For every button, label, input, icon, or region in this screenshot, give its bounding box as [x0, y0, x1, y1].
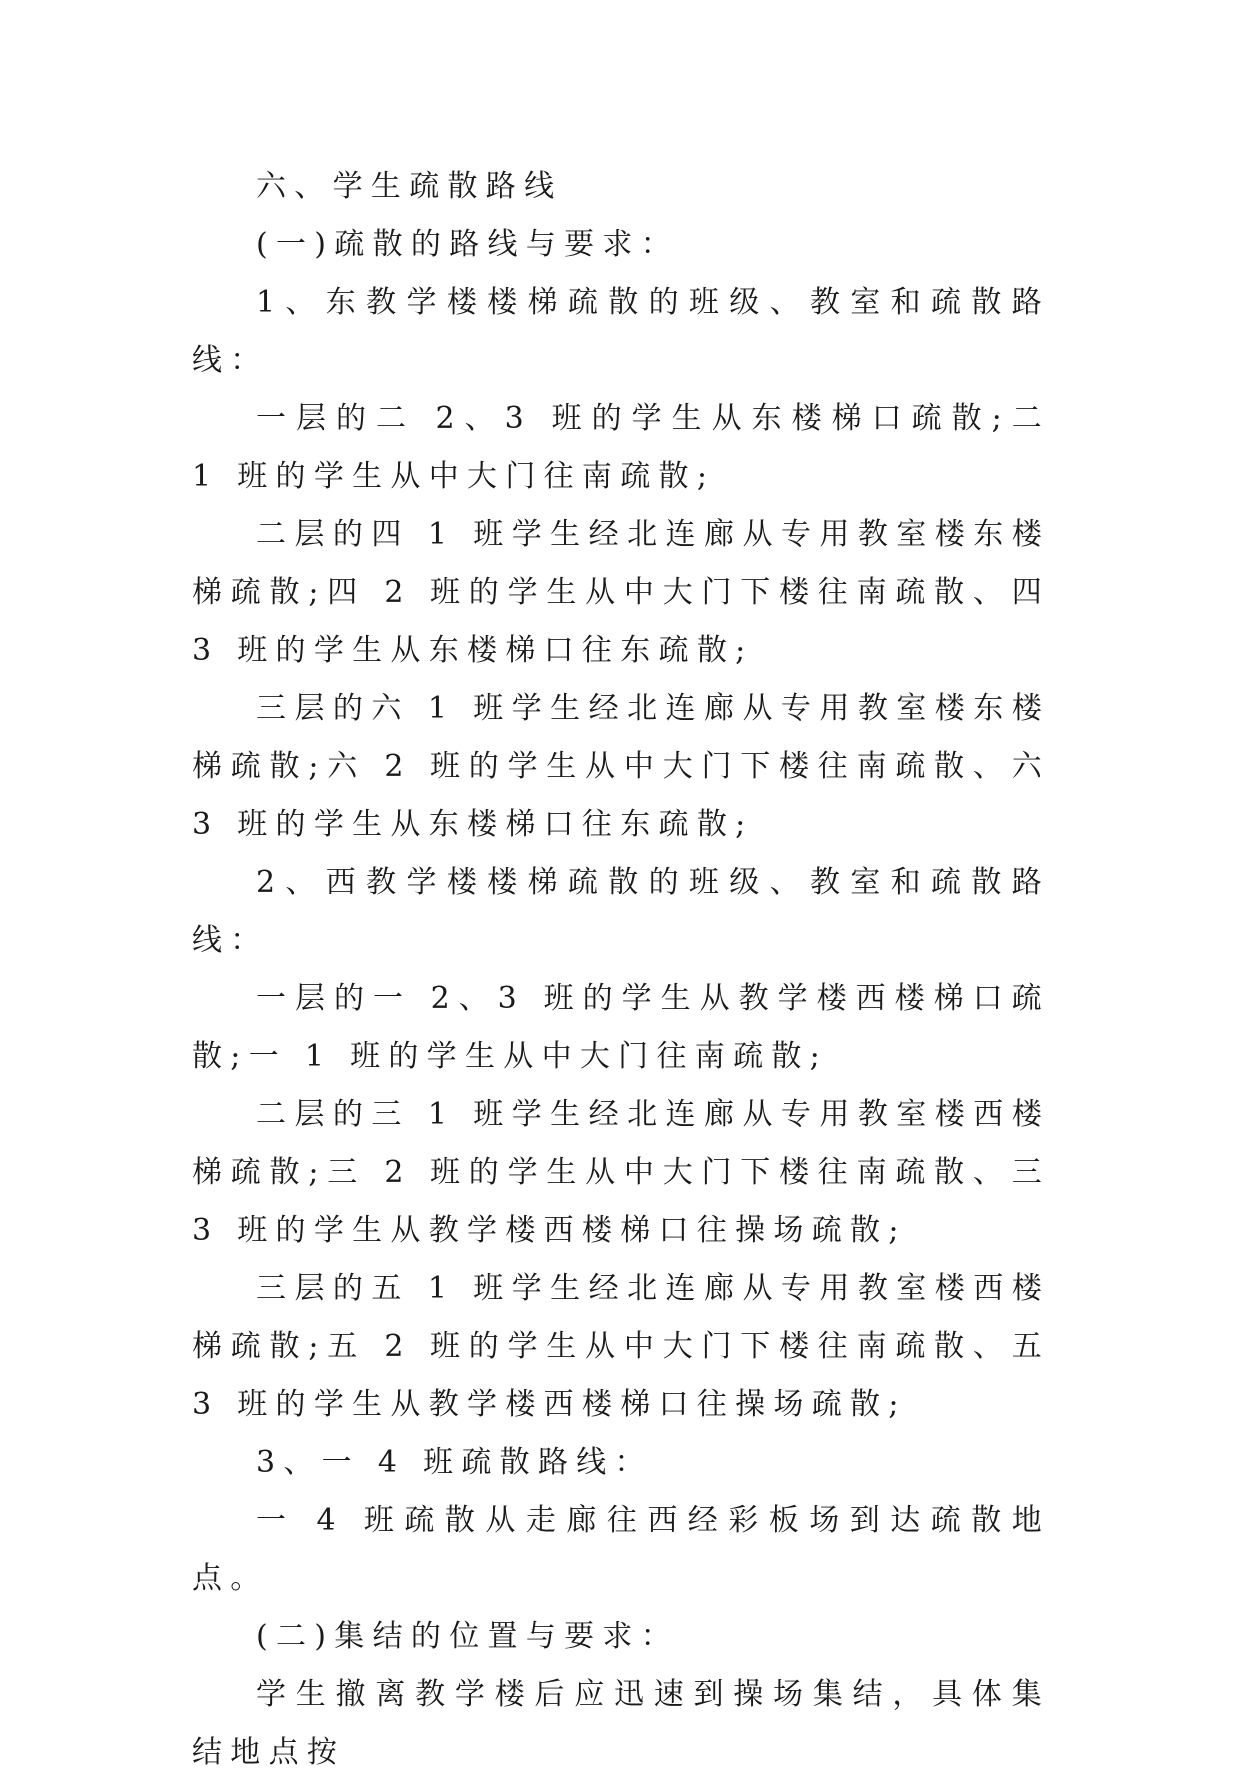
document-body [192, 158, 1050, 1782]
paragraph: 二层的四 1 班学生经北连廊从专用教室楼东楼梯疏散;四 2 班的学生从中大门下楼往南疏散、四 3 班的学生从东楼梯口往东疏散; [192, 517, 1050, 668]
item-heading: 3、一 4 班疏散路线： [256, 1445, 653, 1480]
subsection-heading: (二)集结的位置与要求： [256, 1619, 680, 1654]
paragraph: 一 4 班疏散从走廊往西经彩板场到达疏散地点。 [192, 1503, 1050, 1596]
section-heading: 六、学生疏散路线 [256, 169, 563, 204]
paragraph: 二层的三 1 班学生经北连廊从专用教室楼西楼梯疏散;三 2 班的学生从中大门下楼往南疏散、三 3 班的学生从教学楼西楼梯口往操场疏散; [192, 1097, 1050, 1248]
paragraph: 三层的六 1 班学生经北连廊从专用教室楼东楼梯疏散;六 2 班的学生从中大门下楼往南疏散、六 3 班的学生从东楼梯口往东疏散; [192, 691, 1050, 842]
paragraph: 三层的五 1 班学生经北连廊从专用教室楼西楼梯疏散;五 2 班的学生从中大门下楼往南疏散、五 3 班的学生从教学楼西楼梯口往操场疏散; [192, 1271, 1050, 1422]
item-heading: 2、西教学楼楼梯疏散的班级、教室和疏散路线： [192, 865, 1050, 958]
paragraph: 学生撤离教学楼后应迅速到操场集结，具体集结地点按 [192, 1677, 1050, 1770]
subsection-heading: (一)疏散的路线与要求： [256, 227, 680, 262]
paragraph: 一层的一 2、3 班的学生从教学楼西楼梯口疏散;一 1 班的学生从中大门往南疏散; [192, 981, 1050, 1074]
paragraph: 一层的二 2、3 班的学生从东楼梯口疏散;二 1 班的学生从中大门往南疏散; [192, 401, 1050, 494]
item-heading: 1、东教学楼楼梯疏散的班级、教室和疏散路线： [192, 285, 1050, 378]
